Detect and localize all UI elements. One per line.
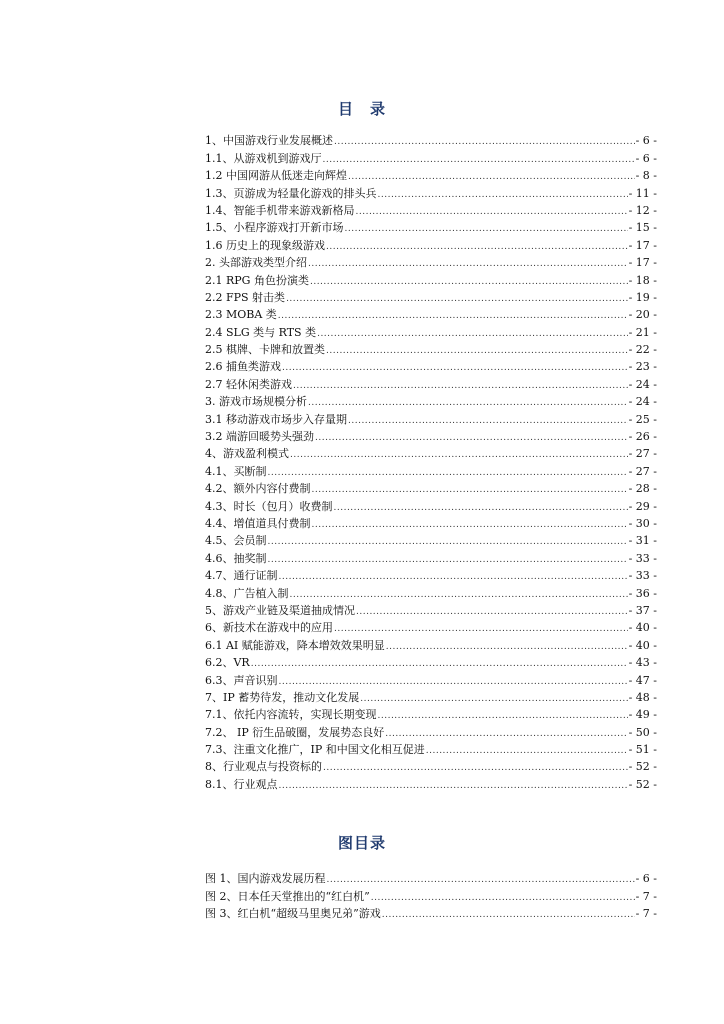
toc-entry-page: - 8 - (635, 169, 657, 183)
toc-entry-label: 8、行业观点与投资标的 (205, 760, 322, 774)
toc-entry-page: - 23 - (628, 360, 657, 374)
toc-entry[interactable] (205, 374, 657, 391)
toc-entry-page: - 33 - (628, 569, 657, 583)
dot-leader (308, 258, 628, 270)
toc-entry-label: 4.4、增值道具付费制 (205, 516, 311, 530)
toc-entry-page: - 17 - (628, 238, 657, 252)
toc-entry[interactable] (205, 496, 657, 513)
toc-entry[interactable] (205, 670, 657, 687)
dot-leader (345, 223, 628, 235)
toc-entry-label: 1、中国游戏行业发展概述 (205, 134, 333, 148)
toc-entry-page: - 27 - (628, 464, 657, 478)
toc-entry-page: - 29 - (628, 499, 657, 513)
toc-entry[interactable] (205, 357, 657, 374)
toc-entry[interactable] (205, 757, 657, 774)
dot-leader (310, 276, 628, 288)
figure-entry-label: 图 2、日本任天堂推出的“红白机” (205, 889, 370, 903)
toc-entry-page: - 37 - (628, 603, 657, 617)
dot-leader (290, 449, 628, 461)
toc-entry-label: 1.2 中国网游从低迷走向辉煌 (205, 169, 347, 183)
figure-entry-page: - 7 - (635, 907, 657, 921)
toc-entry-page: - 40 - (628, 638, 657, 652)
toc-entry[interactable] (205, 270, 657, 287)
toc-entry[interactable] (205, 288, 657, 305)
dot-leader (334, 623, 628, 635)
toc-entry-label: 7.1、依托内容流转，实现长期变现 (205, 708, 377, 722)
dot-leader (356, 606, 628, 618)
dot-leader (385, 728, 627, 740)
toc-entry-label: 3. 游戏市场规模分析 (205, 395, 307, 409)
toc-entry[interactable] (205, 531, 657, 548)
toc-entry[interactable] (205, 427, 657, 444)
figure-entry-label: 图 1、国内游戏发展历程 (205, 872, 326, 886)
dot-leader (279, 571, 628, 583)
toc-entry[interactable] (205, 183, 657, 200)
toc-entry[interactable] (205, 548, 657, 565)
toc-entry-page: - 19 - (628, 290, 657, 304)
toc-entry-label: 2.4 SLG 类与 RTS 类 (205, 325, 317, 339)
dot-leader (282, 362, 628, 374)
toc-entry[interactable] (205, 618, 657, 635)
toc-entry[interactable] (205, 774, 657, 791)
toc-entry-page: - 31 - (628, 534, 657, 548)
figure-entry-page: - 6 - (635, 872, 657, 886)
toc-entry[interactable] (205, 305, 657, 322)
toc-entry-label: 6.2、VR (205, 656, 250, 670)
toc-entry-label: 2.6 捕鱼类游戏 (205, 360, 281, 374)
toc-entry-label: 6.1 AI 赋能游戏，降本增效效果明显 (205, 638, 385, 652)
toc-title: 目 录 (337, 100, 386, 118)
toc-entry-page: - 50 - (628, 725, 657, 739)
figures-list (205, 869, 657, 921)
dot-leader (378, 189, 628, 201)
toc-entry-label: 1.1、从游戏机到游戏厅 (205, 151, 322, 165)
toc-entry-page: - 51 - (628, 743, 657, 757)
toc-entry[interactable] (205, 514, 657, 531)
toc-entry[interactable] (205, 166, 657, 183)
dot-leader (386, 641, 628, 653)
dot-leader (268, 536, 628, 548)
toc-entry-label: 5、游戏产业链及渠道抽成情况 (205, 603, 355, 617)
dot-leader (334, 502, 628, 514)
toc-entry[interactable] (205, 392, 657, 409)
toc-entry-page: - 40 - (628, 621, 657, 635)
toc-entry-label: 1.3、页游成为轻量化游戏的排头兵 (205, 186, 377, 200)
toc-entry[interactable] (205, 688, 657, 705)
toc-entry[interactable] (205, 461, 657, 478)
toc-entry[interactable] (205, 653, 657, 670)
toc-entry-page: - 52 - (628, 777, 657, 791)
dot-leader (308, 397, 628, 409)
dot-leader (356, 206, 628, 218)
toc-entry[interactable] (205, 740, 657, 757)
toc-entry-page: - 36 - (628, 586, 657, 600)
dot-leader (326, 345, 628, 357)
toc-entry-page: - 24 - (628, 395, 657, 409)
toc-entry-page: - 49 - (628, 708, 657, 722)
toc-entry-page: - 48 - (628, 690, 657, 704)
toc-entry-label: 2.3 MOBA 类 (205, 308, 277, 322)
toc-entry-page: - 26 - (628, 430, 657, 444)
toc-list (205, 131, 657, 792)
dot-leader (360, 693, 627, 705)
toc-entry-page: - 12 - (628, 203, 657, 217)
dot-leader (348, 415, 628, 427)
toc-entry-page: - 6 - (635, 151, 657, 165)
figures-title: 图目录 (337, 834, 386, 852)
dot-leader (371, 892, 635, 904)
toc-entry-page: - 28 - (628, 482, 657, 496)
toc-entry[interactable] (205, 601, 657, 618)
figure-entry[interactable] (205, 904, 657, 921)
toc-entry-page: - 25 - (628, 412, 657, 426)
toc-entry-label: 3.1 移动游戏市场步入存量期 (205, 412, 347, 426)
figure-entry[interactable] (205, 886, 657, 903)
dot-leader (327, 874, 635, 886)
dot-leader (315, 432, 628, 444)
toc-entry[interactable] (205, 566, 657, 583)
toc-entry[interactable] (205, 218, 657, 235)
dot-leader (348, 171, 635, 183)
dot-leader (382, 909, 635, 921)
toc-entry[interactable] (205, 479, 657, 496)
dot-leader (290, 589, 628, 601)
toc-entry-page: - 22 - (628, 343, 657, 357)
toc-entry-page: - 17 - (628, 256, 657, 270)
figure-entry[interactable] (205, 869, 657, 886)
toc-entry-label: 6、新技术在游戏中的应用 (205, 621, 333, 635)
toc-entry-label: 4.3、时长（包月）收费制 (205, 499, 333, 513)
figure-entry-page: - 7 - (635, 889, 657, 903)
toc-entry-label: 4.1、买断制 (205, 464, 267, 478)
dot-leader (426, 745, 628, 757)
dot-leader (317, 328, 627, 340)
toc-entry-page: - 47 - (628, 673, 657, 687)
toc-entry-label: 8.1、行业观点 (205, 777, 278, 791)
toc-entry[interactable] (205, 635, 657, 652)
toc-entry-label: 3.2 端游回暖势头强劲 (205, 430, 314, 444)
dot-leader (278, 310, 628, 322)
toc-entry-page: - 6 - (635, 134, 657, 148)
toc-entry-page: - 24 - (628, 377, 657, 391)
toc-entry-label: 4.5、会员制 (205, 534, 267, 548)
toc-entry-label: 1.4、智能手机带来游戏新格局 (205, 203, 355, 217)
toc-entry-label: 2. 头部游戏类型介绍 (205, 256, 307, 270)
toc-entry-label: 7.3、注重文化推广，IP 和中国文化相互促进 (205, 743, 425, 757)
toc-entry[interactable] (205, 253, 657, 270)
toc-entry-page: - 52 - (628, 760, 657, 774)
dot-leader (326, 241, 628, 253)
toc-entry[interactable] (205, 322, 657, 339)
dot-leader (293, 380, 628, 392)
toc-entry[interactable] (205, 705, 657, 722)
dot-leader (279, 676, 628, 688)
dot-leader (323, 154, 635, 166)
toc-entry[interactable] (205, 148, 657, 165)
dot-leader (378, 710, 628, 722)
toc-entry-label: 6.3、声音识别 (205, 673, 278, 687)
toc-entry-label: 4.8、广告植入制 (205, 586, 289, 600)
toc-entry[interactable] (205, 340, 657, 357)
toc-entry-label: 4.2、额外内容付费制 (205, 482, 311, 496)
toc-entry-page: - 11 - (628, 186, 657, 200)
toc-entry-label: 2.5 棋牌、卡牌和放置类 (205, 343, 325, 357)
dot-leader (286, 293, 628, 305)
toc-entry-label: 7.2、 IP 衍生品破圈，发展势态良好 (205, 725, 385, 739)
toc-entry-page: - 43 - (628, 656, 657, 670)
toc-entry-label: 2.7 轻休闲类游戏 (205, 377, 292, 391)
toc-entry-page: - 33 - (628, 551, 657, 565)
toc-entry-label: 2.1 RPG 角色扮演类 (205, 273, 309, 287)
toc-entry-label: 1.6 历史上的现象级游戏 (205, 238, 325, 252)
toc-entry-label: 4.6、抽奖制 (205, 551, 267, 565)
toc-entry[interactable] (205, 201, 657, 218)
toc-entry-page: - 20 - (628, 308, 657, 322)
dot-leader (312, 484, 628, 496)
toc-entry-page: - 30 - (628, 516, 657, 530)
toc-entry-page: - 21 - (628, 325, 657, 339)
toc-entry-label: 7、IP 蓄势待发，推动文化发展 (205, 690, 360, 704)
toc-entry-label: 4、游戏盈利模式 (205, 447, 289, 461)
toc-entry[interactable] (205, 235, 657, 252)
dot-leader (279, 780, 628, 792)
toc-entry-page: - 15 - (628, 221, 657, 235)
dot-leader (334, 136, 635, 148)
toc-entry[interactable] (205, 444, 657, 461)
dot-leader (312, 519, 628, 531)
figure-entry-label: 图 3、红白机“超级马里奥兄弟”游戏 (205, 907, 381, 921)
toc-entry-label: 1.5、小程序游戏打开新市场 (205, 221, 344, 235)
toc-entry[interactable] (205, 583, 657, 600)
toc-entry[interactable] (205, 722, 657, 739)
dot-leader (323, 762, 628, 774)
toc-entry-label: 4.7、通行证制 (205, 569, 278, 583)
toc-entry[interactable] (205, 131, 657, 148)
toc-entry-page: - 27 - (628, 447, 657, 461)
toc-entry[interactable] (205, 409, 657, 426)
toc-entry-page: - 18 - (628, 273, 657, 287)
dot-leader (268, 467, 628, 479)
dot-leader (268, 554, 628, 566)
dot-leader (251, 658, 628, 670)
toc-entry-label: 2.2 FPS 射击类 (205, 290, 286, 304)
